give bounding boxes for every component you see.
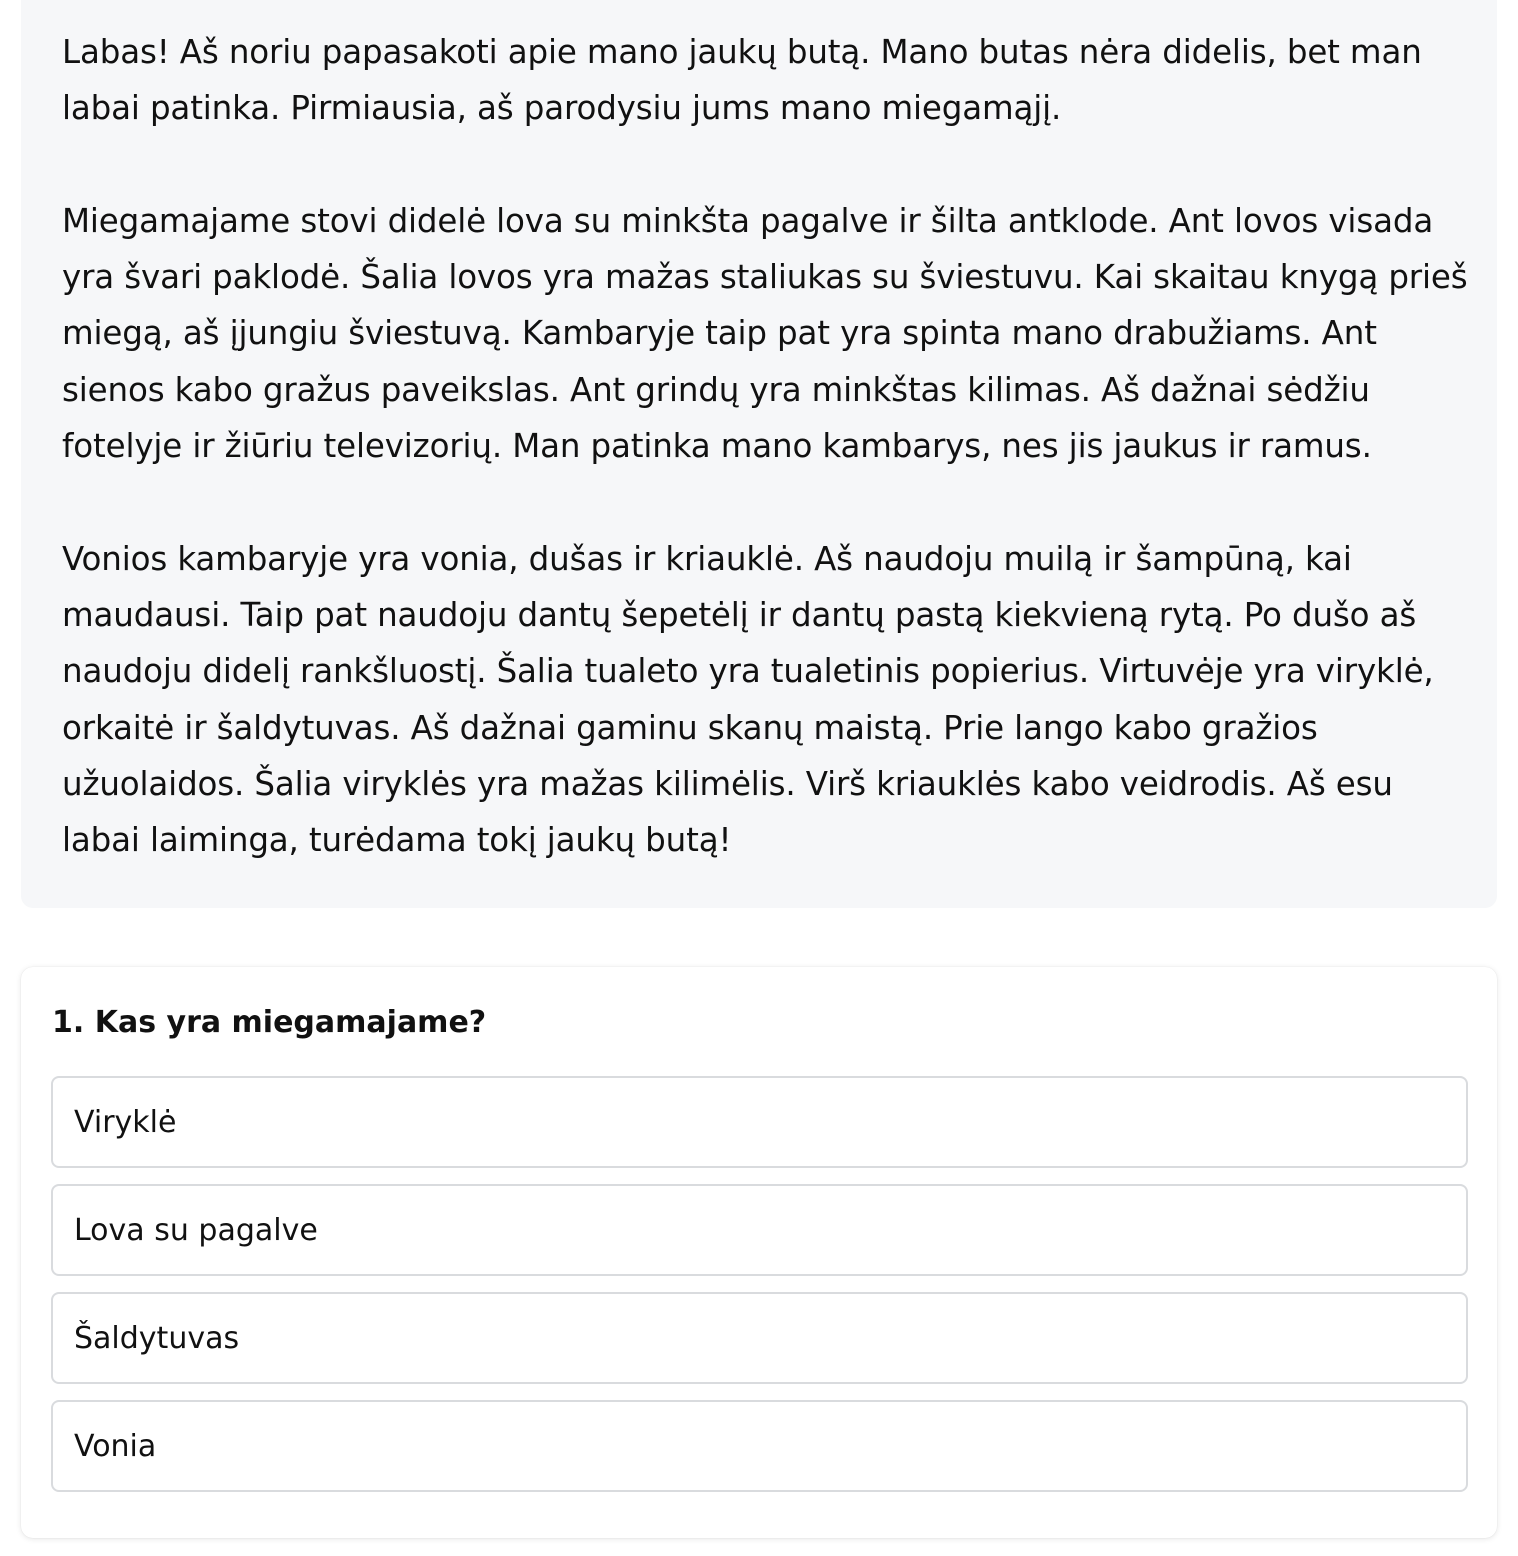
question-title: 1. Kas yra miegamajame?	[52, 1005, 487, 1040]
paragraph-bedroom: Miegamajame stovi didelė lova su minkšta pagalve ir šilta antklode. Ant lovos visada yra švari paklodė. Šalia lovos yra mažas staliukas su šviestuvu. Kai skaitau knygą prieš miegą, aš įjungiu šviestuvą. Kambaryje taip pat yra spinta mano drabužiams. Ant sienos kabo gražus paveikslas. Ant grindų yra minkštas kilimas. Aš dažnai sėdžiu fotelyje ir žiūriu televizorių. Man patinka mano kambarys, nes jis jaukus ir ramus.	[62, 201, 1468, 466]
question-card	[21, 967, 1497, 1538]
answer-option-3[interactable]: Šaldytuvas	[51, 1292, 1468, 1384]
answer-options	[51, 1076, 1468, 1492]
answer-option-4[interactable]: Vonia	[51, 1400, 1468, 1492]
reading-passage	[62, 24, 1477, 868]
paragraph-intro: Labas! Aš noriu papasakoti apie mano jaukų butą. Mano butas nėra didelis, bet man labai patinka. Pirmiausia, aš parodysiu jums mano miegamąjį.	[62, 33, 1422, 128]
reading-passage-card	[21, 0, 1497, 908]
answer-option-2[interactable]: Lova su pagalve	[51, 1184, 1468, 1276]
answer-option-1[interactable]: Viryklė	[51, 1076, 1468, 1168]
paragraph-bathroom-kitchen: Vonios kambaryje yra vonia, dušas ir kriauklė. Aš naudoju muilą ir šampūną, kai maudausi. Taip pat naudoju dantų šepetėlį ir dantų pastą kiekvieną rytą. Po dušo aš naudoju didelį rankšluostį. Šalia tualeto yra tualetinis popierius. Virtuvėje yra viryklė, orkaitė ir šaldytuvas. Aš dažnai gaminu skanų maistą. Prie lango kabo gražios užuolaidos. Šalia viryklės yra mažas kilimėlis. Virš kriauklės kabo veidrodis. Aš esu labai laiminga, turėdama tokį jaukų butą!	[62, 539, 1434, 860]
